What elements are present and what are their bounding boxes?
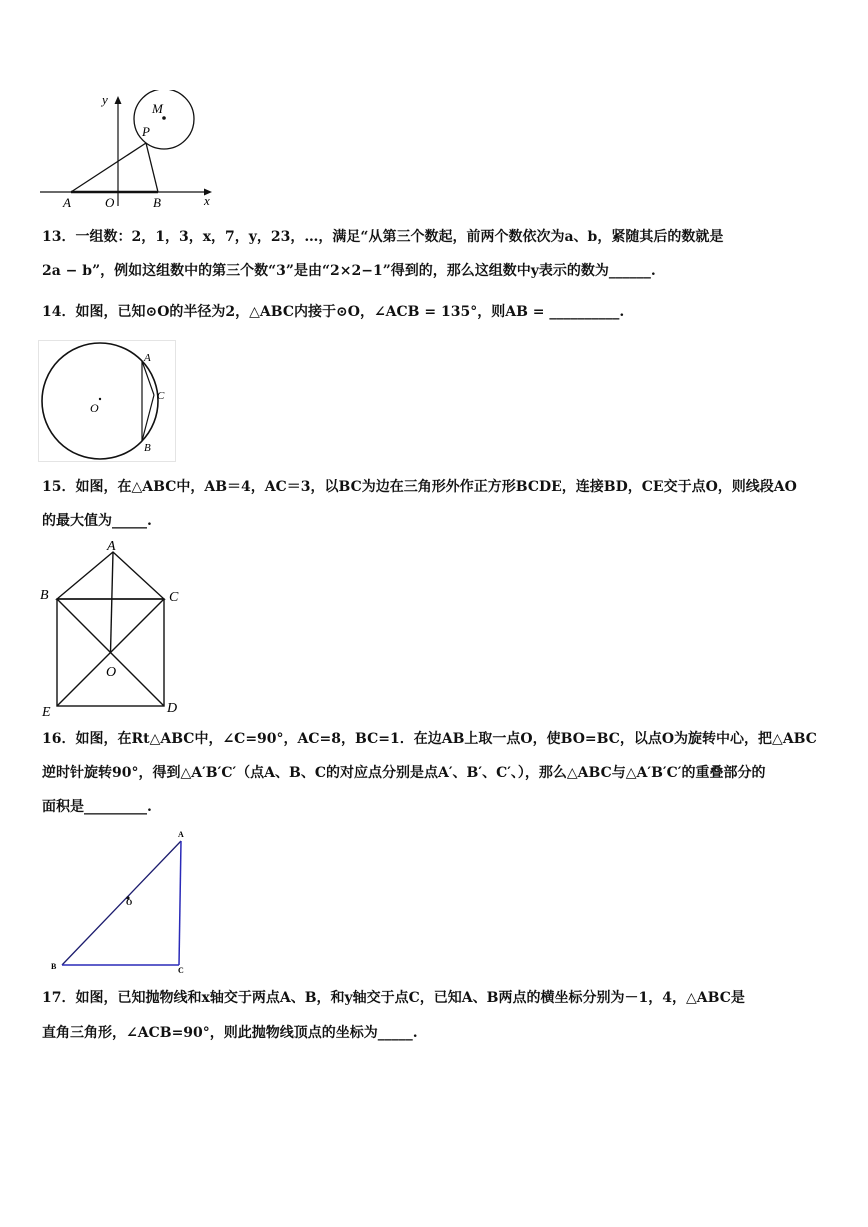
problem-13-line-1: 13．一组数：2，1，3，x，7，y，23，…，满足“从第三个数起，前两个数依次为a、b，紧随其后的数就是 bbox=[42, 229, 724, 245]
problem-15-line-1: 15．如图，在△ABC中，AB＝4，AC＝3，以BC为边在三角形外作正方形BCDE，连接BD，CE交于点O，则线段AO bbox=[42, 479, 797, 495]
fig15-label-o: O bbox=[106, 665, 117, 680]
fig15-label-a: A bbox=[107, 539, 116, 554]
problem-16-line-3: 面积是_________. bbox=[42, 799, 152, 815]
fig15-label-d: D bbox=[167, 701, 178, 716]
fig13-label-m: M bbox=[152, 101, 163, 116]
problem-17-line-1: 17．如图，已知抛物线和x轴交于两点A、B，和y轴交于点C，已知A、B两点的横坐标分别为－1，4，△ABC是 bbox=[42, 990, 745, 1006]
fig16-label-c: C bbox=[178, 966, 184, 975]
fig15-label-b: B bbox=[40, 588, 49, 603]
fig14-label-o: O bbox=[90, 401, 99, 415]
problem-16-line-1: 16．如图，在Rt△ABC中，∠C=90°，AC=8，BC=1．在边AB上取一点O，使BO=BC，以点O为旋转中心，把△ABC bbox=[42, 731, 817, 747]
figure-16-right-triangle bbox=[44, 828, 194, 976]
figure-15-square-diagram bbox=[36, 535, 186, 720]
fig13-label-b: B bbox=[153, 195, 161, 210]
problem-17-line-2: 直角三角形，∠ACB=90°，则此抛物线顶点的坐标为_____. bbox=[42, 1025, 418, 1041]
fig15-label-e: E bbox=[42, 705, 51, 720]
problem-15-line-2: 的最大值为_____. bbox=[42, 513, 152, 529]
fig13-label-p: P bbox=[142, 124, 150, 139]
fig14-label-c: C bbox=[157, 390, 165, 402]
figure-13-coordinate-diagram bbox=[38, 90, 218, 212]
fig13-label-y: y bbox=[102, 92, 108, 107]
fig15-label-c: C bbox=[169, 590, 179, 605]
problem-13-line-2: 2a − b”，例如这组数中的第三个数“3”是由“2×2−1”得到的，那么这组数中y表示的数为______. bbox=[42, 263, 656, 279]
fig16-label-b: B bbox=[51, 962, 57, 971]
fig13-label-x: x bbox=[204, 193, 210, 208]
fig13-label-a: A bbox=[63, 195, 71, 210]
fig13-label-o: O bbox=[105, 195, 115, 210]
figure-14-circle-diagram bbox=[38, 340, 176, 462]
fig14-label-a: A bbox=[144, 352, 151, 364]
fig14-label-b: B bbox=[144, 442, 151, 454]
problem-14-line-1: 14．如图，已知⊙O的半径为2，△ABC内接于⊙O，∠ACB = 135°，则AB = __________. bbox=[42, 304, 625, 320]
fig16-label-a: A bbox=[178, 830, 184, 839]
fig16-label-o: O bbox=[126, 898, 133, 907]
problem-16-line-2: 逆时针旋转90°，得到△A′B′C′（点A、B、C的对应点分别是点A′、B′、C′、），那么△ABC与△A′B′C′的重叠部分的 bbox=[42, 765, 766, 781]
